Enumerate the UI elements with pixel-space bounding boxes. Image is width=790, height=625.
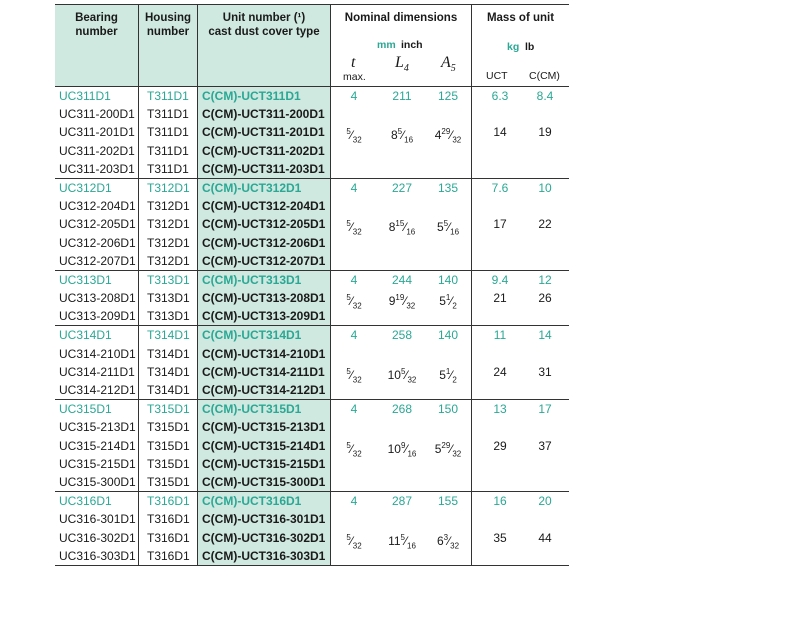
unit-number: C(CM)-UCT313-209D1 — [202, 309, 326, 324]
A5-inch: $5^1⁄_2$ — [439, 293, 457, 311]
t-mm: 4 — [350, 328, 358, 343]
housing-number: T311D1 — [147, 89, 189, 103]
bearing-number: UC316-302D1 — [59, 530, 136, 545]
t-inch: $^5⁄_{32}$ — [346, 532, 362, 550]
mass-uct-kg: 6.3 — [491, 89, 509, 103]
bearing-number: UC311D1 — [59, 89, 111, 103]
unit-number: C(CM)-UCT312-206D1 — [202, 235, 326, 250]
housing-number: T315D1 — [147, 474, 190, 489]
t-mm: 4 — [350, 272, 358, 287]
divider — [471, 5, 472, 86]
row-group — [55, 492, 569, 566]
L4-inch-numerator: 5 — [400, 532, 405, 542]
housing-number: T311D1 — [147, 125, 189, 140]
mass-uct-kg: 16 — [493, 494, 507, 509]
A5-mm: 125 — [437, 89, 459, 103]
table-row — [55, 363, 569, 385]
housing-number: T311D1 — [147, 143, 189, 158]
L4-inch-whole: 8 — [388, 220, 396, 235]
L4-inch-whole: 11 — [388, 533, 401, 548]
A5-inch-whole: 5 — [439, 294, 446, 309]
t-inch-numerator: 5 — [346, 366, 351, 376]
table-row — [55, 529, 569, 550]
unit-number-header — [198, 5, 330, 86]
A5-inch-numerator: 29 — [441, 440, 451, 450]
A5-mm: 150 — [437, 402, 459, 417]
unit-number: C(CM)-UCT312D1 — [202, 180, 302, 195]
divider — [197, 5, 198, 86]
L4-mm: 268 — [391, 402, 413, 417]
table-row — [55, 142, 569, 160]
unit-number: C(CM)-UCT315-300D1 — [202, 474, 326, 489]
t-inch: $^5⁄_{32}$ — [346, 440, 362, 458]
bearing-number: UC316-303D1 — [59, 548, 136, 563]
L4-inch: $10^9⁄_{16}$ — [387, 440, 417, 458]
table-row — [55, 455, 569, 473]
L4-inch-numerator: 5 — [397, 127, 403, 137]
inch-unit-label: inch — [401, 39, 423, 51]
mass-ccm-kg: 10 — [538, 180, 552, 195]
housing-number: T316D1 — [147, 548, 190, 563]
t-inch-denominator: 32 — [352, 448, 362, 458]
table-row — [55, 510, 569, 528]
t-inch-numerator: 5 — [346, 532, 351, 542]
L4-inch-whole: 10 — [387, 441, 401, 456]
table-row — [55, 418, 569, 436]
row-group — [55, 179, 569, 271]
mass-uct-lb: 29 — [493, 438, 507, 453]
t-inch: $^5⁄_{32}$ — [346, 366, 362, 385]
unit-number: C(CM)-UCT316-301D1 — [202, 512, 326, 527]
L4-inch-whole: 8 — [390, 128, 398, 143]
bearing-number: UC314D1 — [59, 328, 112, 343]
L4-inch-denominator: 16 — [407, 540, 416, 550]
L4-subscript: 4 — [403, 63, 409, 75]
table-row — [55, 547, 569, 565]
mass-header-label: Mass of unit — [486, 12, 555, 24]
mass-uct-kg: 11 — [493, 328, 507, 343]
housing-number: T313D1 — [147, 272, 190, 287]
housing-number: T312D1 — [147, 180, 190, 195]
mass-uct-kg: 9.4 — [491, 272, 509, 287]
A5-mm: 135 — [437, 180, 459, 195]
mass-ccm-kg: 8.4 — [536, 89, 554, 103]
L4-inch: $8^{15}⁄_{16}$ — [388, 219, 416, 237]
housing-header-line1: Housing — [145, 12, 191, 24]
bearing-number: UC314-212D1 — [59, 383, 136, 397]
mass-ccm-kg: 12 — [538, 272, 552, 287]
A5-inch-whole: 5 — [439, 367, 446, 382]
unit-number: C(CM)-UCT316-303D1 — [202, 548, 326, 563]
table-row — [55, 289, 569, 311]
mass-uct-lb: 35 — [493, 530, 507, 545]
housing-number: T313D1 — [147, 309, 190, 324]
table-header — [55, 4, 569, 87]
L4-symbol — [395, 54, 409, 74]
t-inch-numerator: 5 — [346, 127, 351, 137]
t-inch-denominator: 32 — [352, 301, 362, 311]
housing-number: T312D1 — [147, 253, 190, 268]
bearing-number: UC311-202D1 — [59, 143, 135, 158]
L4-inch-whole: 10 — [387, 367, 401, 382]
A5-inch-denominator: 2 — [452, 301, 457, 311]
A5-inch: $5^1⁄_2$ — [439, 366, 457, 385]
table-row — [55, 252, 569, 270]
table-body — [55, 87, 569, 566]
housing-number: T315D1 — [147, 420, 190, 435]
t-mm: 4 — [350, 180, 358, 195]
bearing-number: UC312-205D1 — [59, 217, 136, 232]
housing-number: T316D1 — [147, 512, 190, 527]
mass-ccm-lb: 31 — [538, 364, 552, 379]
unit-number: C(CM)-UCT315-215D1 — [202, 456, 326, 471]
mass-uct-lb: 17 — [493, 217, 507, 232]
L4-inch: $9^{19}⁄_{32}$ — [388, 293, 416, 311]
unit-header-line2: cast dust cover type — [208, 26, 320, 38]
mass-uct-lb: 21 — [493, 291, 507, 306]
housing-number: T315D1 — [147, 456, 190, 471]
bearing-number: UC315D1 — [59, 402, 112, 417]
t-inch: $^5⁄_{32}$ — [346, 293, 362, 311]
unit-number: C(CM)-UCT314-212D1 — [202, 383, 326, 397]
table-row — [55, 307, 569, 325]
bearing-number: UC312-207D1 — [59, 253, 136, 268]
divider — [330, 5, 331, 86]
row-group — [55, 87, 569, 179]
bearing-unit-table — [55, 4, 569, 566]
mass-uct-kg: 13 — [493, 402, 507, 417]
A5-mm: 140 — [437, 272, 459, 287]
t-inch-denominator: 32 — [352, 135, 362, 145]
t-mm: 4 — [350, 402, 358, 417]
t-inch-numerator: 5 — [346, 219, 351, 229]
A5-subscript: 5 — [450, 63, 456, 75]
bearing-number: UC315-300D1 — [59, 474, 136, 489]
housing-number: T314D1 — [147, 346, 190, 361]
t-inch-numerator: 5 — [346, 293, 351, 303]
unit-header-line1: Unit number (¹) — [222, 12, 306, 24]
bearing-number-header — [55, 5, 138, 86]
unit-number: C(CM)-UCT315D1 — [202, 402, 302, 417]
unit-number: C(CM)-UCT311-202D1 — [202, 143, 325, 158]
table-row — [55, 87, 569, 105]
L4-mm: 244 — [391, 272, 413, 287]
A5-inch-whole: 5 — [434, 441, 442, 456]
row-group — [55, 400, 569, 492]
housing-number-header — [139, 5, 197, 86]
unit-number: C(CM)-UCT312-204D1 — [202, 199, 326, 214]
L4-inch-denominator: 16 — [406, 227, 416, 237]
A5-mm: 140 — [437, 328, 459, 343]
unit-number: C(CM)-UCT311-200D1 — [202, 107, 325, 122]
t-inch: $^5⁄_{32}$ — [346, 127, 362, 145]
A5-inch-denominator: 16 — [450, 227, 460, 237]
L4-inch-numerator: 5 — [400, 366, 406, 376]
bearing-header-line2: number — [75, 26, 118, 38]
t-symbol: t — [351, 54, 356, 71]
bearing-number: UC316-301D1 — [59, 512, 136, 527]
housing-number: T314D1 — [147, 383, 190, 397]
t-inch-numerator: 5 — [346, 440, 351, 450]
t-inch-denominator: 32 — [352, 540, 362, 550]
lb-unit-label: lb — [525, 41, 535, 53]
bearing-number: UC312-206D1 — [59, 235, 136, 250]
mass-ccm-kg: 20 — [538, 494, 552, 509]
table-row — [55, 492, 569, 510]
mass-uct-kg: 7.6 — [491, 180, 509, 195]
A5-inch-numerator: 29 — [441, 127, 451, 137]
bearing-number: UC316D1 — [59, 494, 112, 509]
table-row — [55, 123, 569, 145]
A5-inch: $6^3⁄_{32}$ — [436, 532, 460, 550]
housing-number: T316D1 — [147, 494, 190, 509]
housing-number: T314D1 — [147, 328, 190, 343]
table-row — [55, 234, 569, 252]
L4-inch: $10^5⁄_{32}$ — [387, 366, 417, 385]
L4-inch-denominator: 16 — [404, 135, 414, 145]
A5-symbol — [441, 54, 456, 74]
bearing-header-line1: Bearing — [75, 12, 118, 24]
t-inch: $^5⁄_{32}$ — [346, 219, 362, 237]
A5-letter: A — [441, 54, 451, 71]
A5-inch: $5^5⁄_{16}$ — [436, 219, 460, 237]
mass-ccm-kg: 17 — [538, 402, 552, 417]
unit-number: C(CM)-UCT315-214D1 — [202, 438, 326, 453]
unit-number: C(CM)-UCT315-213D1 — [202, 420, 326, 435]
mass-ccm-lb: 44 — [538, 530, 552, 545]
bearing-number: UC313-209D1 — [59, 309, 136, 324]
L4-inch-numerator: 19 — [395, 293, 405, 303]
row-group — [55, 271, 569, 327]
table-row — [55, 326, 569, 344]
A5-inch-denominator: 2 — [452, 375, 457, 385]
unit-number: C(CM)-UCT314D1 — [202, 328, 302, 343]
A5-inch-denominator: 32 — [452, 135, 462, 145]
housing-number: T312D1 — [147, 199, 190, 214]
A5-inch-numerator: 3 — [443, 532, 449, 542]
A5-inch-whole: 4 — [434, 128, 442, 143]
unit-number: C(CM)-UCT313D1 — [202, 272, 302, 287]
bearing-number: UC312D1 — [59, 180, 112, 195]
bearing-number: UC311-203D1 — [59, 161, 135, 176]
table-row — [55, 437, 569, 458]
housing-number: T315D1 — [147, 402, 190, 417]
A5-inch: $5^{29}⁄_{32}$ — [434, 440, 462, 458]
ccm-column-label: C(CM) — [529, 70, 560, 82]
L4-inch-whole: 9 — [388, 294, 396, 309]
mm-unit-label: mm — [377, 39, 396, 51]
A5-inch-denominator: 32 — [450, 540, 460, 550]
t-mm: 4 — [350, 89, 358, 103]
L4-inch: $8^5⁄_{16}$ — [390, 127, 414, 145]
table-row — [55, 473, 569, 491]
A5-inch-denominator: 32 — [452, 448, 462, 458]
table-row — [55, 197, 569, 215]
table-row — [55, 179, 569, 197]
A5-inch-numerator: 1 — [445, 293, 451, 303]
L4-inch-numerator: 9 — [400, 440, 406, 450]
t-inch-denominator: 32 — [352, 227, 362, 237]
unit-number: C(CM)-UCT316-302D1 — [202, 530, 326, 545]
nominal-header-label: Nominal dimensions — [344, 12, 458, 24]
A5-inch-numerator: 5 — [443, 219, 449, 229]
t-mm: 4 — [350, 494, 358, 509]
bearing-number: UC313-208D1 — [59, 291, 136, 306]
table-row — [55, 215, 569, 237]
L4-inch-denominator: 32 — [407, 375, 417, 385]
table-row — [55, 400, 569, 418]
unit-number: C(CM)-UCT314-210D1 — [202, 346, 326, 361]
unit-number: C(CM)-UCT312-205D1 — [202, 217, 326, 232]
bearing-number: UC314-211D1 — [59, 364, 135, 379]
bearing-number: UC311-200D1 — [59, 107, 135, 122]
L4-inch-numerator: 15 — [395, 219, 405, 229]
table-row — [55, 271, 569, 289]
mass-ccm-lb: 19 — [538, 125, 552, 140]
housing-number: T315D1 — [147, 438, 190, 453]
housing-number: T311D1 — [147, 161, 189, 176]
bearing-number: UC315-213D1 — [59, 420, 136, 435]
A5-inch-numerator: 1 — [445, 366, 451, 376]
bearing-number: UC313D1 — [59, 272, 112, 287]
L4-inch-denominator: 16 — [407, 448, 417, 458]
L4-mm: 258 — [391, 328, 413, 343]
L4-inch: $11^5⁄_{16}$ — [388, 532, 416, 550]
A5-inch-whole: 6 — [436, 533, 444, 548]
unit-number: C(CM)-UCT313-208D1 — [202, 291, 326, 306]
table-row — [55, 345, 569, 363]
t-inch-denominator: 32 — [352, 375, 362, 385]
unit-number: C(CM)-UCT316D1 — [202, 494, 302, 509]
housing-number: T312D1 — [147, 217, 190, 232]
L4-mm: 287 — [391, 494, 413, 509]
mass-ccm-lb: 22 — [538, 217, 552, 232]
bearing-number: UC312-204D1 — [59, 199, 136, 214]
housing-number: T314D1 — [147, 364, 190, 379]
table-row — [55, 160, 569, 178]
mass-ccm-kg: 14 — [538, 328, 552, 343]
bearing-number: UC314-210D1 — [59, 346, 136, 361]
mass-uct-lb: 24 — [493, 364, 507, 379]
housing-number: T311D1 — [147, 107, 189, 122]
L4-mm: 211 — [392, 89, 412, 103]
housing-number: T316D1 — [147, 530, 190, 545]
bearing-number: UC315-215D1 — [59, 456, 136, 471]
unit-number: C(CM)-UCT312-207D1 — [202, 253, 326, 268]
unit-number: C(CM)-UCT311-201D1 — [202, 125, 325, 140]
divider — [138, 5, 139, 86]
mass-ccm-lb: 26 — [538, 291, 552, 306]
housing-header-line2: number — [146, 26, 190, 38]
housing-number: T313D1 — [147, 291, 190, 306]
A5-inch: $4^{29}⁄_{32}$ — [434, 127, 462, 145]
unit-number: C(CM)-UCT311-203D1 — [202, 161, 325, 176]
bearing-number: UC311-201D1 — [59, 125, 135, 140]
unit-number: C(CM)-UCT314-211D1 — [202, 364, 325, 379]
mass-ccm-lb: 37 — [538, 438, 552, 453]
A5-inch-whole: 5 — [436, 220, 444, 235]
uct-column-label: UCT — [486, 70, 508, 82]
L4-mm: 227 — [391, 180, 413, 195]
row-group — [55, 326, 569, 400]
L4-inch-denominator: 32 — [406, 301, 416, 311]
L4-letter: L — [395, 54, 404, 71]
table-row — [55, 381, 569, 399]
A5-mm: 155 — [437, 494, 459, 509]
unit-number: C(CM)-UCT311D1 — [202, 89, 301, 103]
bearing-number: UC315-214D1 — [59, 438, 136, 453]
table-row — [55, 105, 569, 123]
housing-number: T312D1 — [147, 235, 190, 250]
mass-uct-lb: 14 — [493, 125, 507, 140]
t-max-label: max. — [343, 71, 366, 83]
kg-unit-label: kg — [507, 41, 520, 53]
